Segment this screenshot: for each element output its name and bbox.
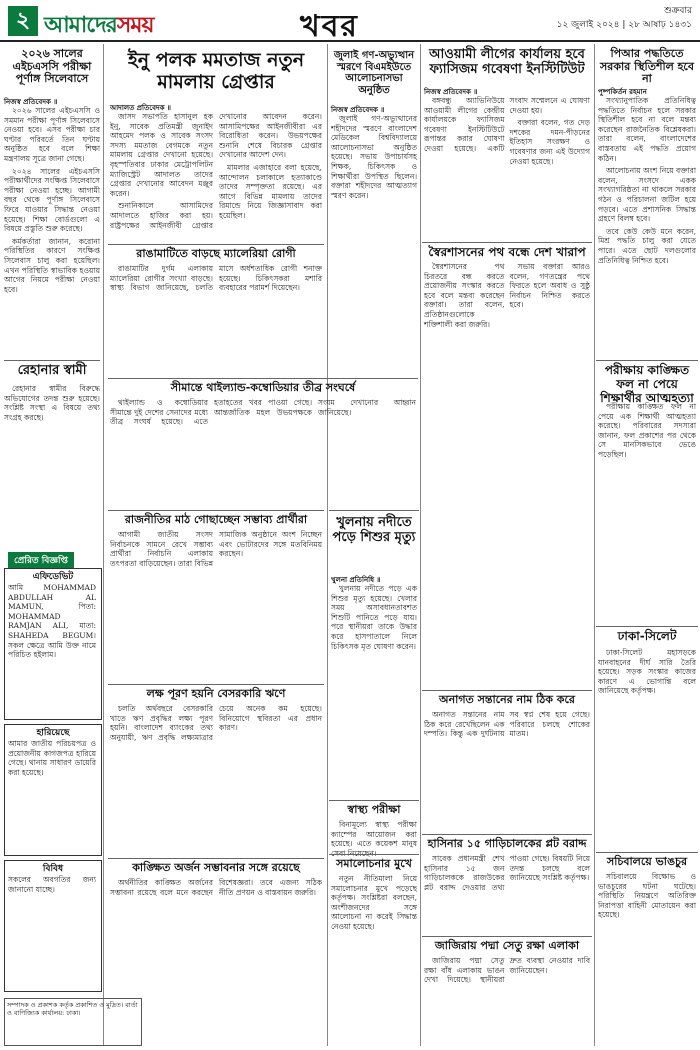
- article-quota: [110, 878, 322, 1046]
- paragraph: স্বৈরশাসনের পথ চিরতরে বন্ধ করতে প্রয়োজনীয় সংস্কার করতে হবে বলে মন্তব্য করেছেন বক্তারা। তারা বলেন, প্রতিষ্ঠানগুলোকে শক্তিশালী করা জরুরি।: [424, 262, 505, 329]
- article-bridge: [424, 956, 590, 1046]
- article-dhaka: [598, 648, 696, 848]
- headline-hills: রাঙামাটিতে বাড়ছে ম্যালেরিয়া রোগী: [136, 247, 296, 260]
- paragraph: বিনামূল্যে স্বাস্থ্য পরীক্ষা ক্যাম্পের আয়োজন করা হয়েছে। এতে কয়েকশ মানুষ সেবা নিয়েছেন।: [331, 820, 417, 858]
- divider: [422, 242, 592, 243]
- divider: [4, 360, 100, 361]
- paragraph: ঢাকা-সিলেট মহাসড়কে যানবাহনের দীর্ঘ সারি তৈরি হয়েছে। সড়ক সংস্কার কাজের কারণে এ ভোগান্তি বলে জানিয়েছে কর্তৃপক্ষ।: [598, 648, 696, 696]
- article-border: [110, 398, 416, 506]
- divider: [108, 510, 324, 511]
- headline-politics: রাজনীতির মাঠ গোছাচ্ছেন সম্ভাব্য প্রার্থীরা: [124, 513, 308, 526]
- classified-text: সকলের অবগতির জন্য জানানো যাচ্ছে।: [8, 875, 96, 894]
- paragraph: অর্থনীতির কাঙ্ক্ষিত অর্জনের সম্ভাবনা রয়েছে বলে মনে করছেন বিশেষজ্ঞরা। তবে এজন্য সঠিক নীতি প্রণয়ন ও বাস্তবায়ন জরুরি।: [110, 878, 322, 897]
- headline-husband: রেহানার স্বামী: [17, 363, 87, 378]
- headline-pisa: পিআর পদ্ধতিতে সরকার স্থিতিশীল হবে না: [600, 47, 694, 86]
- paragraph: তবে কেউ কেউ মনে করেন, মিশ্র পদ্ধতি চালু করা যেতে পারে। এতে ছোট দলগুলোর প্রতিনিধিত্ব নিশ্চিত হবে।: [598, 226, 696, 265]
- issue-date: ১২ জুলাই ২০২৪ | ২৮ আষাঢ় ১৪৩১: [556, 20, 692, 30]
- classified-box: [4, 724, 102, 856]
- classified-box: [4, 860, 102, 992]
- paragraph: খুলনায় নদীতে পড়ে এক শিশুর মৃত্যু হয়েছে। খেলার সময় অসাবধানতাবশত শিশুটি পানিতে পড়ে যায়। পরে স্থানীয়রা তাকে উদ্ধার করে হাসপাতালে নিলে চিকিৎসক মৃত ঘোষণা করেন।: [331, 584, 417, 651]
- article-politics: [110, 530, 322, 680]
- paragraph: রেহানার স্বামীর বিরুদ্ধে অভিযোগের তদন্ত শুরু হয়েছে। সংশ্লিষ্ট সংস্থা এ বিষয়ে তথ্য সংগ্রহ করছে।: [4, 384, 100, 422]
- byline-hsc: নিজস্ব প্রতিবেদক ॥: [4, 98, 58, 106]
- logo-text-b: সময়: [116, 13, 154, 38]
- divider: [108, 684, 324, 685]
- paragraph: রাঙামাটির দুর্গম এলাকায় ম্যালেরিয়া রোগীর সংখ্যা বাড়ছে। স্বাস্থ্য বিভাগ জানিয়েছে, চলতি মাসে অর্ধশতাধিক রোগী শনাক্ত হয়েছে। চিকিৎসকরা মশারি ব্যবহারের পরামর্শ দিয়েছেন।: [110, 264, 322, 293]
- paragraph: ২০২৬ সালের এইচএসসি ও সমমান পরীক্ষা পূর্ণাঙ্গ সিলেবাসে নেওয়া হবে। এসব পরীক্ষা চার ঘণ্টার পরিবর্তে তিন ঘণ্টায় অনুষ্ঠিত হবে বলে শিক্ষা মন্ত্রণালয় সূত্রে জানা গেছে।: [4, 106, 100, 163]
- classified-box: [4, 568, 102, 720]
- paragraph: জাজিরায় পদ্মা সেতু রক্ষা বাঁধ এলাকায় ভাঙন দেখা দিয়েছে। স্থানীয়রা দ্রুত ব্যবস্থা নেওয়ার দাবি জানিয়েছেন।: [424, 956, 590, 985]
- headline-freedom: স্বৈরশাসনের পথ বন্ধে দেশ খারাপ: [428, 245, 586, 259]
- article-critic: [331, 874, 417, 1044]
- divider: [329, 800, 419, 801]
- classified-label: বিবিধ: [42, 864, 64, 874]
- paragraph: সভায় বক্তারা আরও বলেন, গণতন্ত্রের পথে ফিরতে হলে অবাধ ও সুষ্ঠু নির্বাচন নিশ্চিত করতে হবে।: [509, 262, 590, 310]
- article-july: [331, 114, 417, 374]
- headline-khulna: খুলনায় নদীতে পড়ে শিশুর মৃত্যু: [332, 515, 416, 545]
- byline-july: নিজস্ব প্রতিবেদক ॥: [331, 106, 385, 114]
- column-rule: [420, 44, 421, 1046]
- column-rule: [327, 44, 328, 1046]
- article-exam: [598, 402, 696, 622]
- section-title: খবর: [300, 9, 359, 44]
- date-block: [557, 4, 692, 32]
- column-rule: [594, 44, 595, 1046]
- article-hsc: [4, 106, 100, 356]
- article-husband: [4, 384, 100, 534]
- byline-lead: আদালত প্রতিবেদক ॥: [110, 104, 171, 112]
- headline-exam: পরীক্ষায় কাঙ্ক্ষিত ফল না পেয়ে শিক্ষার্থীর আত্মহত্যা: [600, 363, 694, 405]
- headline-border: সীমান্তে থাইল্যান্ড-কম্বোডিয়ার তীব্র সংঘর্ষে: [170, 381, 356, 394]
- masthead: [0, 0, 700, 42]
- divider: [329, 510, 419, 511]
- divider: [108, 858, 324, 859]
- headline-lead: ইনু পলক মমতাজ নতুন মামলায় গ্রেপ্তার: [127, 49, 305, 93]
- paragraph: চলতি অর্থবছরে বেসরকারি খাতে ঋণ প্রবৃদ্ধির লক্ষ্য পূরণ হয়নি। বাংলাদেশ ব্যাংকের তথ্য অনুযায়ী, ঋণ প্রবৃদ্ধি লক্ষ্যমাত্রার চেয়ে অনেক কম হয়েছে। বিনিয়োগে স্থবিরতা এর প্রধান কারণ।: [110, 704, 322, 742]
- paragraph: ২০২৪ সালের এইচএসসি পরীক্ষার্থীদের সংক্ষিপ্ত সিলেবাসে পরীক্ষা নেওয়া হচ্ছে। আগামী বছর থেকে পূর্ণাঙ্গ সিলেবাসে ফিরে যাওয়ার সিদ্ধান্ত নেওয়া হয়েছে। শিক্ষা বোর্ডগুলো এ বিষয়ে প্রস্তুতি শুরু করেছে।: [4, 166, 100, 234]
- divider: [422, 690, 592, 691]
- divider: [596, 852, 698, 853]
- imprint: সম্পাদক ও প্রকাশক কর্তৃক প্রকাশিত ও মুদ্রিত। বার্তা ও বাণিজ্যিক কার্যালয়: ঢাকা।: [4, 998, 142, 1046]
- logo-text-a: আমাদের: [44, 13, 117, 38]
- article-awami: [424, 96, 590, 240]
- headline-anonymous: অনাগত সন্তানের নাম ঠিক করে: [439, 693, 575, 706]
- paragraph: আলোচনায় অংশ নিয়ে বক্তারা বলেন, সংসদে একক সংখ্যাগরিষ্ঠতা না থাকলে সরকার গঠন ও পরিচালনা জটিল হয়ে পড়বে। এতে প্রশাসনিক সিদ্ধান্ত গ্রহণে বিলম্ব হবে।: [598, 166, 696, 224]
- divider: [108, 378, 418, 379]
- paragraph: অনাগত সন্তানের নাম ঠিক করে রেখেছিলেন এক দম্পতি। কিন্তু এক দুর্ঘটনায় সব স্বপ্ন শেষ হয়ে গেছে। পরিবারে চলছে শোকের মাতম।: [424, 710, 590, 739]
- article-anonymous: [424, 710, 590, 830]
- article-lakh: [110, 704, 322, 854]
- article-khulna: [331, 584, 417, 794]
- headline-bridge: জাজিরায় পদ্মা সেতু রক্ষা এলাকা: [434, 939, 580, 952]
- headline-lakh: লক্ষ পূরণ হয়নি বেসরকারি ঋণে: [146, 687, 286, 700]
- article-pisa: [598, 96, 696, 356]
- divider: [422, 834, 592, 835]
- paragraph: কর্মকর্তারা জানান, করোনা পরিস্থিতির কারণে সংক্ষিপ্ত সিলেবাস চালু করা হয়েছিল। এখন পরিস্থিতি স্বাভাবিক হওয়ায় আগের নিয়মে পরীক্ষা নেওয়া হবে।: [4, 236, 100, 294]
- headline-awami: আওয়ামী লীগের কার্যালয় হবে ফ্যাসিজম গবেষণা ইনস্টিটিউট: [429, 47, 585, 77]
- paragraph: মামলার এজাহারে বলা হয়েছে, আন্দোলন চলাকালে হত্যাকাণ্ডে তাদের সম্পৃক্ততা রয়েছে। এর আগে বিভিন্ন মামলায় তাদের রিমান্ডে নিয়ে জিজ্ঞাসাবাদ করা হয়েছিল।: [219, 162, 322, 220]
- divider: [422, 936, 592, 937]
- paragraph: আগামী জাতীয় সংসদ নির্বাচনকে সামনে রেখে সম্ভাব্য প্রার্থীরা নির্বাচনি এলাকায় তৎপরতা বাড়িয়েছেন। তারা বিভিন্ন সামাজিক অনুষ্ঠানে অংশ নিচ্ছেন এবং ভোটারদের সঙ্গে মতবিনিময় করছেন।: [110, 530, 322, 568]
- byline-khulna: খুলনা প্রতিনিধি ॥: [331, 576, 381, 584]
- divider: [596, 626, 698, 627]
- headline-health: স্বাস্থ্য পরীক্ষা: [347, 803, 401, 816]
- classified-text: আমার জাতীয় পরিচয়পত্র ও প্রয়োজনীয় কাগজপত্র হারিয়ে গেছে। থানায় সাধারণ ডায়েরি করা হয়েছে।: [8, 739, 96, 777]
- newspaper-logo: [44, 8, 153, 45]
- page-number: ২: [8, 6, 38, 36]
- divider: [596, 360, 698, 361]
- classified-label: হারিয়েছে: [36, 728, 70, 738]
- paragraph: শুনানিকালে আসামিদের আদালতে হাজির করা হয়। রাষ্ট্রপক্ষের আইনজীবী গ্রেপ্তার দেখানোর আবেদন করেন। আসামিপক্ষের আইনজীবীরা এর বিরোধিতা করেন। উভয়পক্ষের শুনানি শেষে বিচারক গ্রেপ্তার দেখানোর আদেশ দেন।: [110, 112, 322, 230]
- paragraph: সাবেক প্রধানমন্ত্রী শেখ হাসিনার ১৫ জন গাড়িচালককে রাজউকের প্লট বরাদ্দ দেওয়ার তথ্য পাওয়া গেছে। বিষয়টি নিয়ে তদন্ত চলছে বলে জানিয়েছে সংশ্লিষ্ট কর্তৃপক্ষ।: [424, 854, 590, 892]
- classified-label: এফিডেভিট: [32, 572, 74, 582]
- classifieds-heading: প্রেরিত বিজ্ঞপ্তি: [8, 552, 74, 569]
- paragraph: বঙ্গবন্ধু অ্যাভিনিউয়ে আওয়ামী লীগের কেন্দ্রীয় কার্যালয়কে ফ্যাসিজম গবেষণা ইনস্টিটিউটে রূপান্তর করার ঘোষণা দেওয়া হয়েছে। একটি সংবাদ সম্মেলনে এ ঘোষণা দেওয়া হয়।: [424, 96, 590, 153]
- article-hills: [110, 264, 322, 374]
- divider: [329, 854, 419, 855]
- headline-dhaka: ঢাকা-সিলেট: [617, 629, 677, 643]
- headline-hsc: ২০২৬ সালের এইচএসসি পরীক্ষা পূর্ণাঙ্গ সিলেবাসে: [12, 47, 92, 86]
- column-rule: [103, 44, 104, 1046]
- paragraph: পরীক্ষায় কাঙ্ক্ষিত ফল না পেয়ে এক শিক্ষার্থী আত্মহত্যা করেছে। পরিবারের সদস্যরা জানান, ফল প্রকাশের পর থেকে সে মানসিকভাবে ভেঙে পড়েছিল।: [598, 402, 696, 459]
- byline-pisa: পুষ্পকির্তন রহমান: [598, 88, 647, 96]
- headline-july: জুলাই গণ-অভ্যুত্থান স্মরণে বিএমইউতে আলোচনাসভা অনুষ্ঠিত: [333, 50, 415, 96]
- divider: [108, 244, 324, 245]
- byline-awami: নিজস্ব প্রতিবেদক ॥: [424, 88, 478, 96]
- headline-hasina: হাসিনার ১৫ গাড়িচালকের প্লট বরাদ্দ: [427, 837, 587, 850]
- headline-quota: কাঙ্ক্ষিত অর্জন সম্ভাবনার সঙ্গে রয়েছে: [132, 861, 300, 874]
- weekday: শুক্রবার: [664, 6, 692, 16]
- paragraph: সচিবালয়ে বিক্ষোভ ও ভাঙচুরের ঘটনা ঘটেছে। পরিস্থিতি নিয়ন্ত্রণে অতিরিক্ত নিরাপত্তা বাহিনী মোতায়েন করা হয়েছে।: [598, 872, 696, 920]
- classified-text: আমি MOHAMMAD ABDULLAH AL MAMUN, পিতা: MOHAMMAD RAMJAN ALI, মাতা: SHAHEDA BEGUM। সকল ক্ষেত্রে আমি উক্ত নামে পরিচিত হইলাম।: [8, 583, 96, 660]
- headline-critic: সমালোচনার মুখে: [336, 857, 412, 870]
- paragraph: জুলাই গণ-অভ্যুত্থানের শহীদদের স্মরণে বাংলাদেশ মেডিকেল বিশ্ববিদ্যালয়ে আলোচনাসভা অনুষ্ঠিত হয়েছে। সভায় উপাচার্যসহ শিক্ষক, চিকিৎসক ও শিক্ষার্থীরা উপস্থিত ছিলেন। বক্তারা শহীদদের আত্মত্যাগ স্মরণ করেন।: [331, 114, 417, 200]
- article-freedom: [424, 262, 590, 682]
- paragraph: সংখ্যানুপাতিক প্রতিনিধিত্ব পদ্ধতিতে নির্বাচন হলে সরকার স্থিতিশীল হবে না বলে মন্তব্য করেছেন রাজনৈতিক বিশ্লেষকরা। তারা বলেন, বাংলাদেশের বাস্তবতায় এই পদ্ধতি প্রয়োগ কঠিন।: [598, 96, 696, 163]
- paragraph: থাইল্যান্ড ও কম্বোডিয়ার সীমান্তে দুই দেশের সেনাদের মধ্যে তীব্র সংঘর্ষ হয়েছে। এতে হতাহতের খবর পাওয়া গেছে। আন্তর্জাতিক মহল উভয়পক্ষকে সংযম দেখানোর আহ্বান জানিয়েছে।: [110, 398, 416, 427]
- article-health: [331, 820, 417, 858]
- article-hasina: [424, 854, 590, 934]
- paragraph: বক্তারা বলেন, গত দেড় দশকের দমন-পীড়নের ইতিহাস সংরক্ষণ ও গবেষণার জন্য এই উদ্যোগ নেওয়া হয়েছে।: [509, 118, 590, 166]
- paragraph: জাসদ সভাপতি হাসানুল হক ইনু, সাবেক প্রতিমন্ত্রী জুনাইদ আহমেদ পলক ও সাবেক সংসদ সদস্য মমতাজ বেগমকে নতুন মামলায় গ্রেপ্তার দেখানো হয়েছে। বৃহস্পতিবার ঢাকার মেট্রোপলিটন ম্যাজিস্ট্রেট আদালত তাদের গ্রেপ্তার দেখানোর আবেদন মঞ্জুর করেন।: [110, 112, 213, 198]
- article-lead: [110, 112, 322, 240]
- paragraph: নতুন নীতিমালা নিয়ে সমালোচনার মুখে পড়েছে কর্তৃপক্ষ। সংশ্লিষ্টরা বলছেন, অংশীজনদের সঙ্গে আলোচনা না করেই সিদ্ধান্ত নেওয়া হয়েছে।: [331, 874, 417, 931]
- headline-secretariat: সচিবালয়ে ভাঙচুর: [606, 855, 688, 868]
- article-secretariat: [598, 872, 696, 1044]
